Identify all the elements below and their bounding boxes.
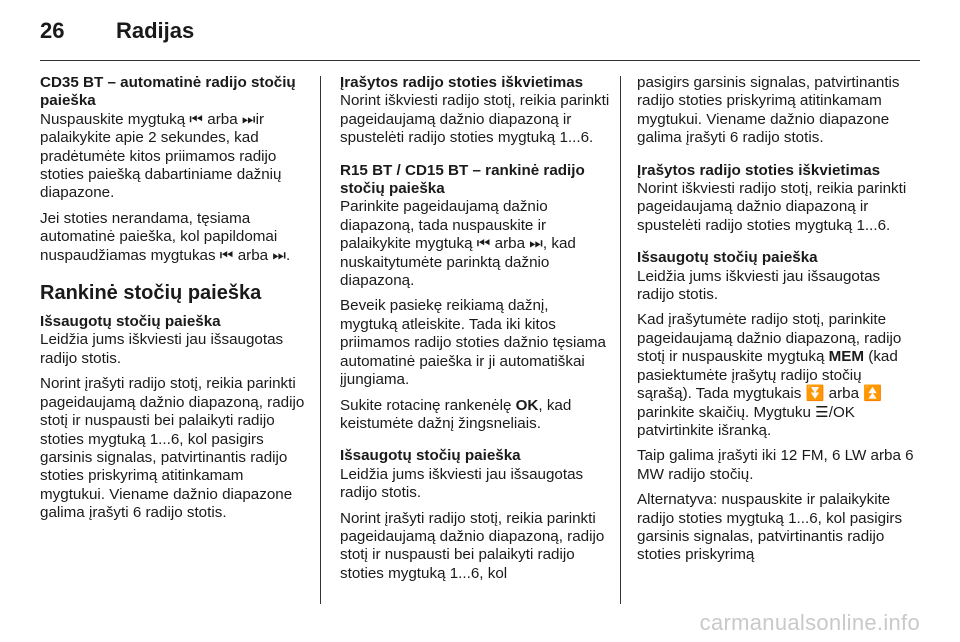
ok-knob-label: OK bbox=[515, 396, 539, 414]
column-2 bbox=[340, 74, 610, 590]
heading-r15-manual-search: R15 BT / CD15 BT – rankinė radijo stočių paieška bbox=[340, 161, 585, 198]
text: Sukite rotacinę rankenėlę bbox=[340, 396, 516, 414]
paragraph bbox=[340, 397, 610, 434]
paragraph: Norint iškviesti radijo stotį, reikia parinkti pageidaujamą dažnio diapazoną ir spustelėti radijo stoties mygtuką 1...6. bbox=[637, 180, 907, 234]
paragraph: Alternatyva: nuspauskite ir palaikykite radijo stoties mygtuką 1...6, kol pasigirs garsinis signalas, patvirtinantis radijo stoties priskyrimą bbox=[637, 491, 903, 564]
paragraph: Taip galima įrašyti iki 12 FM, 6 LW arba 6 MW radijo stočių. bbox=[637, 447, 914, 483]
paragraph: Leidžia jums iškviesti jau išsaugotas radijo stotis. bbox=[40, 331, 284, 367]
paragraph bbox=[637, 311, 917, 440]
page-header bbox=[40, 18, 194, 48]
paragraph: Norint įrašyti radijo stotį, reikia parinkti pageidaujamą dažnio diapazoną, radijo stotį ir nuspausti bei palaikyti radijo stoties mygtuką 1...6, kol bbox=[340, 509, 605, 582]
column-3 bbox=[637, 74, 917, 572]
text: , kad keistumėte dažnį žingsneliais. bbox=[340, 396, 572, 432]
page-title: Radijas bbox=[116, 18, 195, 43]
paragraph: Norint įrašyti radijo stotį, reikia parinkti pageidaujamą dažnio diapazoną, radijo stotį ir nuspausti bei palaikyti radijo stoties mygtuką 1...6, kol pasigirs garsinis signalas, patvirtinantis radijo stoties priskyrimą atitinkamam mygtukui. Viename dažnio diapazone galima įrašyti 6 radijo stotis. bbox=[40, 375, 305, 522]
heading-saved-stations: Išsaugotų stočių paieška bbox=[340, 447, 521, 465]
heading-recall-station: Įrašytos radijo stoties iškvietimas bbox=[340, 74, 584, 91]
paragraph: Leidžia jums iškviesti jau išsaugotas radijo stotis. bbox=[340, 465, 584, 502]
paragraph: Jei stoties nerandama, tęsiama automatinė paieška, kol papildomai nuspaudžiamas mygtukas ⏮ arba ⏭. bbox=[40, 209, 291, 264]
text: (kad pasiektumėte įrašytų radijo stočių sąrašą). Tada mygtukais ⏬ arba ⏫ parinkite skaičių. Mygtuku ☰/OK patvirtinkite išranką. bbox=[637, 348, 898, 439]
column-1 bbox=[40, 74, 308, 530]
watermark: carmanualsonline.info bbox=[699, 610, 920, 635]
paragraph: Nuspauskite mygtuką ⏮ arba ⏭ir palaikykite apie 2 sekundes, kad pradėtumėte kitos priimamos radijo stoties paiešką dabartiniame dažnių diapazone. bbox=[40, 110, 282, 202]
section-heading-manual-search: Rankinė stočių paieška bbox=[40, 282, 262, 305]
paragraph: Beveik pasiekę reikiamą dažnį, mygtuką atleiskite. Tada iki kitos priimamos radijo stoties dažnio tęsiama automatinė paieška ir ji automatiškai įjungiama. bbox=[340, 297, 606, 389]
paragraph: pasigirs garsinis signalas, patvirtinantis radijo stoties priskyrimą atitinkamam mygtukui. Viename dažnio diapazone galima įrašyti 6 radijo stotis. bbox=[637, 74, 900, 147]
paragraph: Norint iškviesti radijo stotį, reikia parinkti pageidaujamą dažnio diapazoną ir spustelėti radijo stoties mygtuką 1...6. bbox=[340, 92, 610, 147]
text: Kad įrašytumėte radijo stotį, parinkite pageidaujamą dažnio diapazoną, radijo stotį ir nuspauskite mygtuką bbox=[637, 311, 902, 366]
paragraph: Leidžia jums iškviesti jau išsaugotas radijo stotis. bbox=[637, 267, 881, 304]
paragraph: Parinkite pageidaujamą dažnio diapazoną, tada nuspauskite ir palaikykite mygtuką ⏮ arba ⏭, kad nuskaitytumėte parinktą dažnio diapazoną. bbox=[340, 198, 576, 290]
header-rule bbox=[40, 60, 920, 61]
heading-saved-stations: Išsaugotų stočių paieška bbox=[40, 313, 221, 331]
column-divider bbox=[320, 76, 321, 604]
column-divider bbox=[620, 76, 621, 604]
heading-recall-station: Įrašytos radijo stoties iškvietimas bbox=[637, 161, 881, 179]
page-number: 26 bbox=[40, 18, 65, 43]
heading-saved-stations: Išsaugotų stočių paieška bbox=[637, 249, 818, 267]
heading-cd35-auto-search: CD35 BT – automatinė radijo stočių paieška bbox=[40, 74, 296, 110]
mem-button-label: MEM bbox=[828, 348, 865, 366]
